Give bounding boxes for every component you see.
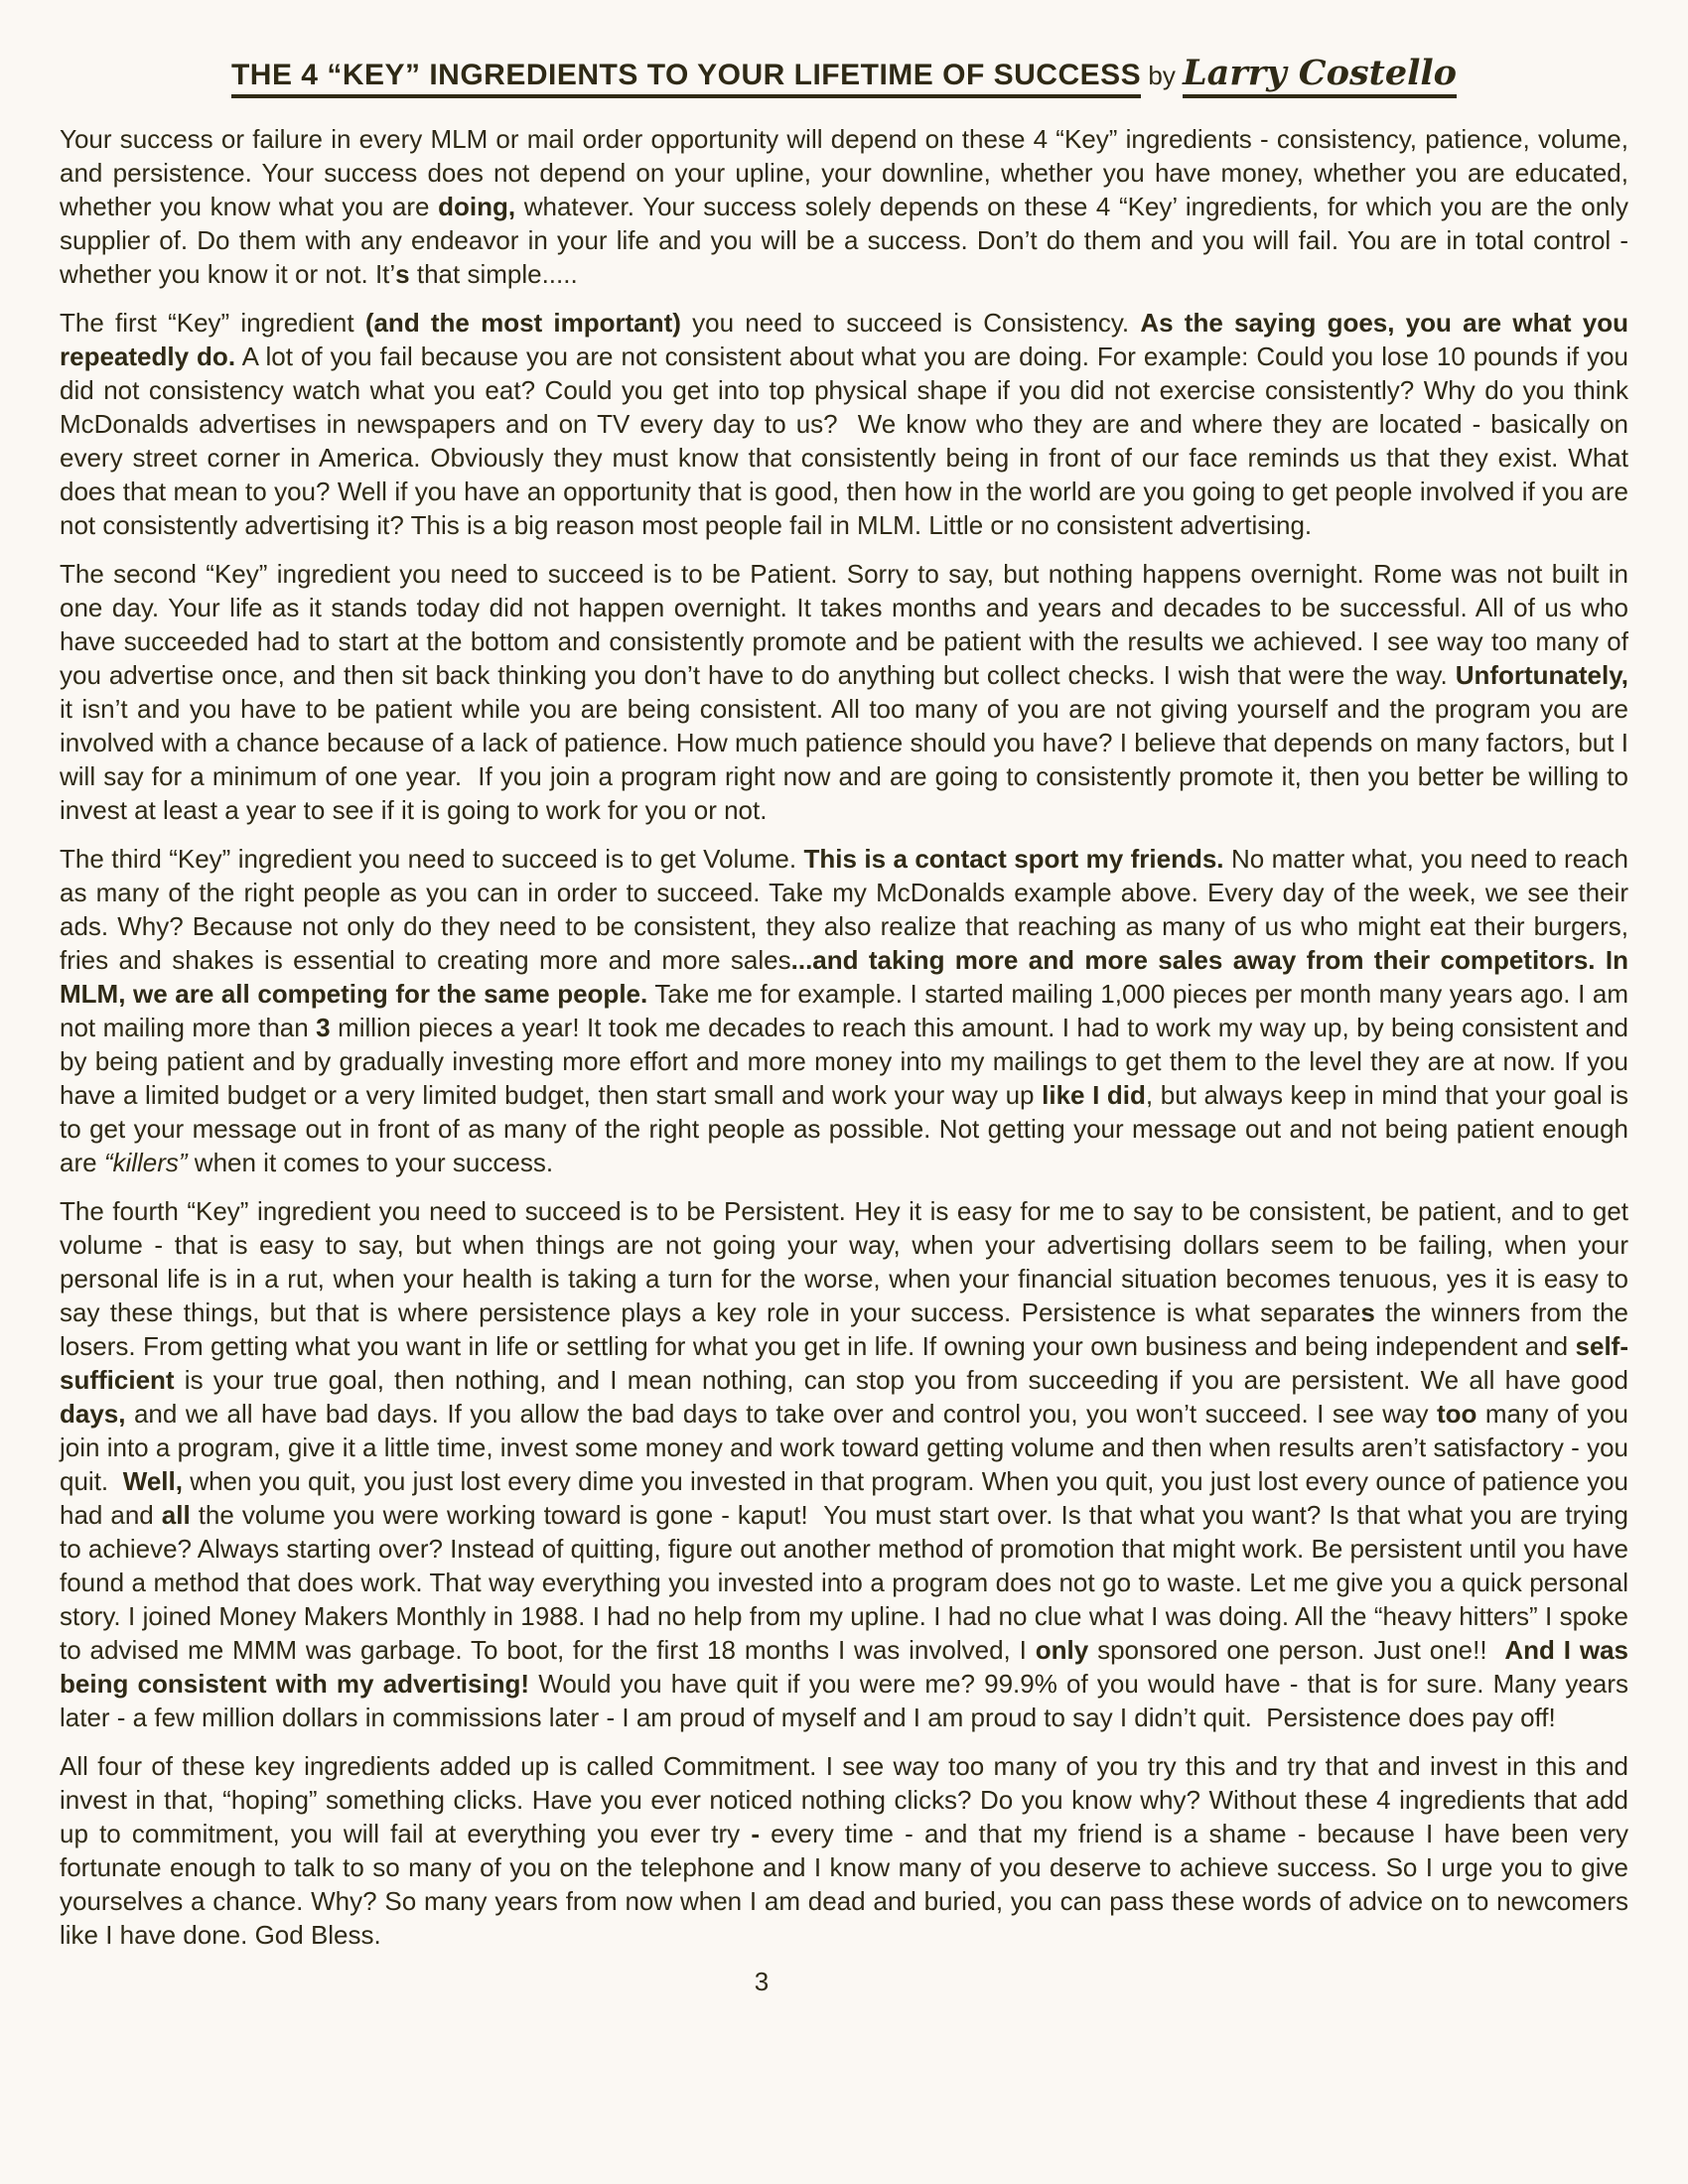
emphasized-text: This is a contact sport my friends. [803, 844, 1224, 874]
text-run: All four of these key ingredients added up is called Commitment. I see way too many of you try this and try that and invest in this and invest in that, “hoping” something clicks. Have you ever noticed nothing clicks? Do you know why? Without these 4 ingredients that add up to commitment, you will fail at everything you ever try [60, 1751, 1636, 1848]
title-author-signature: Larry Costello [1183, 53, 1457, 98]
text-run: million pieces a year! It took me decades to reach this amount. I had to work my way up, by being consistent and by being patient and by gradually investing more effort and more money into my mailings to get them to the level they are at now. If you have a limited budget or a very limited budget, then start small and work your way up [60, 1013, 1636, 1110]
paragraph [60, 122, 1636, 291]
text-run: that simple..... [409, 259, 578, 289]
text-run: Your success or failure in every MLM or mail order opportunity will depend on these 4 “Key” ingredients - consistency, patience, volume, and persistence. Your success does not depend on your upline, your downline, whether you have money, whether you are educated, whether you know what you are [60, 124, 1636, 221]
emphasized-text: self-sufficient [60, 1331, 1628, 1395]
title-by: by [1141, 61, 1184, 90]
text-run: The fourth “Key” ingredient you need to succeed is to be Persistent. Hey it is easy for me to say to be consistent, be patient, and to get volume - that is easy to say, but when things are not going your way, when your advertising dollars seem to be failing, when your personal life is in a rut, when your health is taking a turn for the worse, when your financial situation becomes tenuous, yes it is easy to say these things, but that is where persistence plays a key role in your success. Persistence is what separate [60, 1196, 1636, 1327]
text-run: the winners from the losers. From getting what you want in life or settling for what you get in life. If owning your own business and being independent and [60, 1297, 1636, 1361]
emphasized-text: And I was being consistent with my advertising! [60, 1635, 1636, 1699]
emphasized-text: s [1360, 1297, 1375, 1327]
emphasized-text: doing, [438, 192, 516, 221]
page-number: 3 [754, 1967, 770, 1996]
text-run: A lot of you fail because you are not consistent about what you are doing. For example: Could you lose 10 pounds if you did not consistency watch what you eat? Could you get into top physical shape if you did not exercise consistently? Why do you think McDonalds advertises in newspapers and on TV every day to us? We know who they are and where they are located - basically on every street corner in America. Obviously they must know that consistently being in front of our face reminds us that they exist. What does that mean to you? Well if you have an opportunity that is good, then how in the world are you going to get people involved if you are not consistently advertising it? This is a big reason most people fail in MLM. Little or no consistent advertising. [60, 341, 1636, 540]
emphasized-text: (and the most important) [364, 308, 681, 338]
emphasized-text: ...and taking more and more sales away from their competitors. In MLM, we are all competing for the same people. [60, 945, 1636, 1009]
emphasized-text: - [751, 1819, 761, 1848]
text-run: when it comes to your success. [187, 1148, 554, 1177]
paragraph [60, 1749, 1636, 1952]
paragraph [60, 842, 1636, 1179]
emphasized-text: like I did [1042, 1080, 1146, 1110]
article-body [60, 122, 1636, 1952]
title-text: THE 4 “KEY” INGREDIENTS TO YOUR LIFETIME OF SUCCESS [231, 59, 1141, 98]
text-run: many of you join into a program, give it a little time, invest some money and work toward getting volume and then when results aren’t satisfactory - you quit. [60, 1399, 1636, 1496]
text-run: Would you have quit if you were me? 99.9% of you would have - that is for sure. Many years later - a few million dollars in commissions later - I am proud of myself and I am proud to say I didn’t quit. Persistence does pay off! [60, 1669, 1636, 1732]
emphasized-text: too [1436, 1399, 1477, 1429]
text-run: Take me for example. I started mailing 1,000 pieces per month many years ago. I am not mailing more than [60, 979, 1636, 1042]
paragraph [60, 1194, 1636, 1734]
italic-text: “killers” [103, 1148, 188, 1177]
text-run: when you quit, you just lost every dime you invested in that program. When you quit, you just lost every ounce of patience you had and [60, 1466, 1636, 1530]
text-run: No matter what, you need to reach as many of the right people as you can in order to succeed. Take my McDonalds example above. Every day of the week, we see their ads. Why? Because not only do they need to be consistent, they also realize that reaching as many of us who might eat their burgers, fries and shakes is essential to creating more and more sales [60, 844, 1636, 975]
text-run: the volume you were working toward is gone - kaput! You must start over. Is that what you want? Is that what you are trying to achieve? Always starting over? Instead of quitting, figure out another method of promotion that might work. Be persistent until you have found a method that does work. That way everything you invested into a program does not go to waste. Let me give you a quick personal story. I joined Money Makers Monthly in 1988. I had no help from my upline. I had no clue what I was doing. All the “heavy hitters” I spoke to advised me MMM was garbage. To boot, for the first 18 months I was involved, I [60, 1500, 1636, 1665]
text-run: , but always keep in mind that your goal is to get your message out in front of as many of the right people as possible. Not getting your message out and not being patient enough are [60, 1080, 1636, 1177]
emphasized-text: days, [60, 1399, 126, 1429]
emphasized-text: only [1035, 1635, 1089, 1665]
emphasized-text: 3 [316, 1013, 331, 1042]
text-run: and we all have bad days. If you allow the bad days to take over and control you, you won’t succeed. I see way [125, 1399, 1437, 1429]
text-run: The second “Key” ingredient you need to succeed is to be Patient. Sorry to say, but nothing happens overnight. Rome was not built in one day. Your life as it stands today did not happen overnight. It takes months and years and decades to be successful. All of us who have succeeded had to start at the bottom and consistently promote and be patient with the results we achieved. I see way too many of you advertise once, and then sit back thinking you don’t have to do anything but collect checks. I wish that were the way. [60, 559, 1636, 690]
emphasized-text: As the saying goes, you are what you repeatedly do. [60, 308, 1636, 371]
text-run: it isn’t and you have to be patient while you are being consistent. All too many of you are not giving yourself and the program you are involved with a chance because of a lack of patience. How much patience should you have? I believe that depends on many factors, but I will say for a minimum of one year. If you join a program right now and are going to consistently promote it, then you better be willing to invest at least a year to see if it is going to work for you or not. [60, 660, 1636, 825]
emphasized-text: Unfortunately, [1455, 660, 1628, 690]
text-run: The first “Key” ingredient [60, 308, 365, 338]
paragraph [60, 306, 1636, 542]
text-run: whatever. Your success solely depends on these 4 “Key’ ingredients, for which you are the only supplier of. Do them with any endeavor in your life and you will be a success. Don’t do them and you will fail. You are in total control - whether you know it or not. It’ [60, 192, 1636, 289]
document-title [60, 52, 1628, 102]
text-run: sponsored one person. Just one!! [1088, 1635, 1505, 1665]
emphasized-text: s [395, 259, 410, 289]
text-run: The third “Key” ingredient you need to succeed is to get Volume. [60, 844, 804, 874]
emphasized-text: all [161, 1500, 191, 1530]
text-run: every time - and that my friend is a shame - because I have been very fortunate enough to talk to so many of you on the telephone and I know many of you deserve to achieve success. So I urge you to give yourselves a chance. Why? So many years from now when I am dead and buried, you can pass these words of advice on to newcomers like I have done. God Bless. [60, 1819, 1636, 1950]
text-run: is your true goal, then nothing, and I mean nothing, can stop you from succeeding if you are persistent. We all have good [174, 1365, 1636, 1395]
text-run: you need to succeed is Consistency. [680, 308, 1141, 338]
paragraph [60, 557, 1636, 827]
emphasized-text: Well, [122, 1466, 183, 1496]
